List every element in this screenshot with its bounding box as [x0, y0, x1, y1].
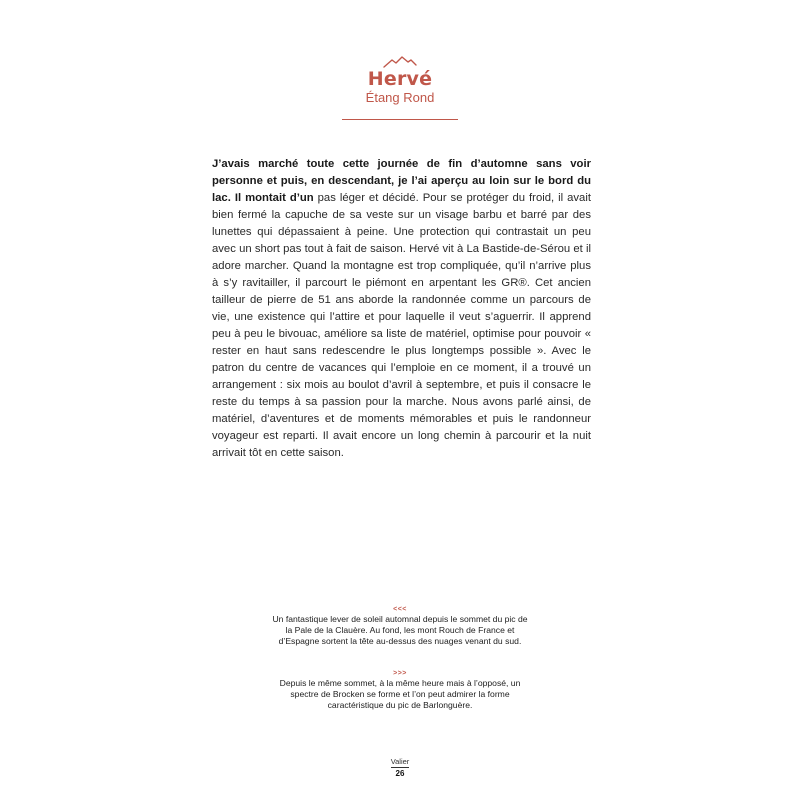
mountain-icon — [383, 56, 417, 68]
article-body — [212, 156, 591, 462]
footer-divider — [391, 767, 409, 768]
page-number: 26 — [395, 769, 405, 778]
article-text: pas léger et décidé. Pour se protéger du froid, il avait bien fermé la capuche de sa veste sur un visage barbu et barré par des lunettes qui dépassaient à peine. Une protection qui contrastait un peu avec un short pas tout à fait de saison. Hervé vit à La Bastide-de-Sérou et il adore marcher. Quand la montagne est trop compliquée, qu’il n’arrive plus à s’y ravitailler, il parcourt le piémont en arpentant les GR®. Cet ancien tailleur de pierre de 51 ans aborde la randonnée comme un parcours de vie, une existence qui l’attire et pour laquelle il veut s’aguerrir. Il apprend peu à peu le bivouac, améliore sa liste de matériel, optimise pour pouvoir « rester en haut sans redescendre le plus longtemps possible ». Avec le patron du centre de vacances qui l’emploie en ce moment, il a trouvé un arrangement : six mois au boulot d’avril à septembre, et puis il consacre le reste du temps à sa passion pour la marche. Nous avons parlé ainsi, de matériel, d’aventures et de moments mémorables et puis le randonneur voyageur est reparti. Il avait encore un long chemin à parcourir et la nuit arrivait tôt en cette saison. — [212, 192, 591, 459]
article-lead: J’avais marché toute cette journée de fin d’automne sans voir personne et puis, en descendant, je l’ai aperçu au loin sur le bord du lac. Il montait d’un — [212, 158, 591, 204]
caption-marker-right: >>> — [393, 670, 407, 677]
page-footer — [370, 757, 430, 779]
caption-marker-left: <<< — [393, 606, 407, 613]
photo-captions — [270, 606, 530, 711]
person-name: Hervé — [367, 68, 433, 90]
place-name: Étang Rond — [365, 90, 435, 105]
header-divider — [342, 119, 458, 120]
section-label: Valier — [390, 757, 410, 766]
caption-text-1: Un fantastique lever de soleil automnal depuis le sommet du pic de la Pale de la Clauère. Au fond, les mont Rouch de France et d’Espagne sortent la tête au-dessus des nuages venant du sud. — [272, 614, 528, 646]
caption-text-2: Depuis le même sommet, à la même heure mais à l’opposé, un spectre de Brocken se forme et l’on peut admirer la forme caractéristique du pic de Barlonguère. — [279, 678, 521, 710]
article-header — [340, 56, 460, 106]
